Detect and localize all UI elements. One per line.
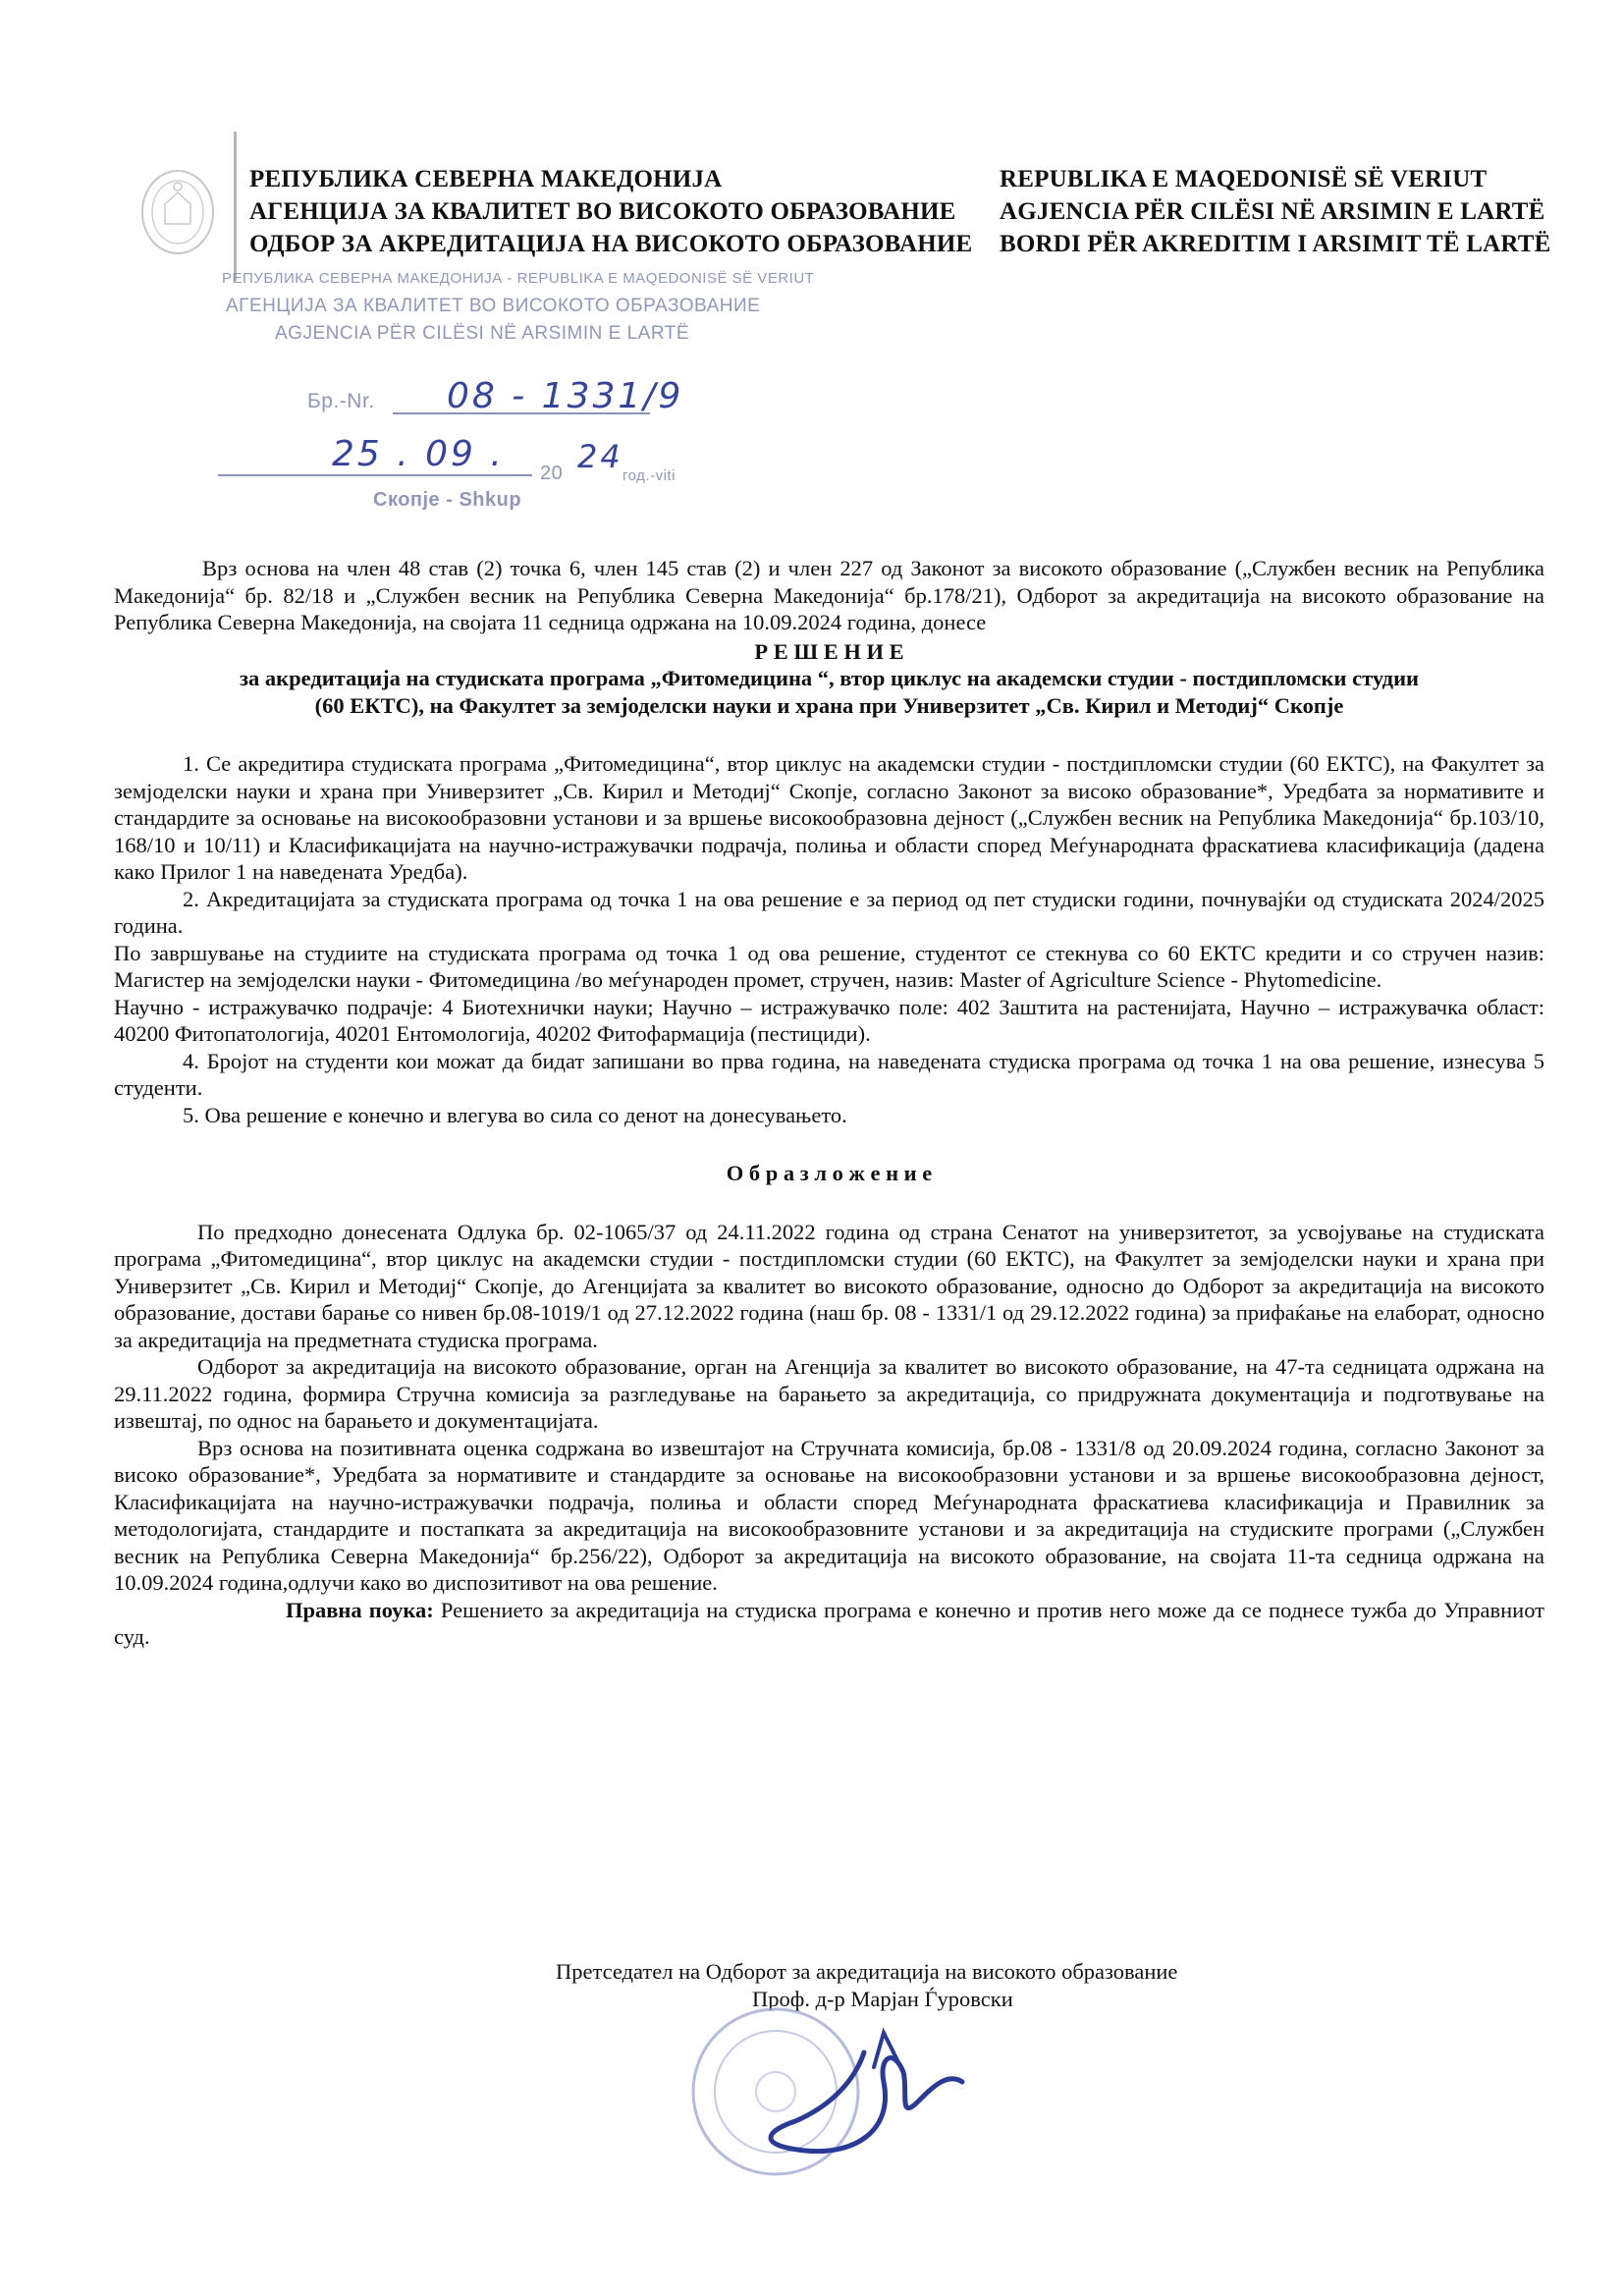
registry-stamp (222, 265, 815, 348)
decision-title: Р Е Ш Е Н И Е (754, 638, 904, 664)
stamp-year-suffix: год.-viti (623, 467, 676, 484)
stamp-date-underline (218, 474, 532, 476)
signature-name: Проф. д-р Марјан Ѓуровски (752, 1987, 1013, 2011)
header-al (1000, 163, 1608, 260)
decision-subtitle-1: за акредитација на студиската програма „Фитомедицина “, втор циклус на академски студии - постдипломски студии (240, 666, 1419, 690)
reasoning-paragraph-3: Врз основа на позитивната оценка содржана во извештајот на Стручната комисија, бр.08 - 1331/8 од 20.09.2024 година, согласно Законот за високо образование*, Уредбата за нормативите и стандардите за основање на високообразовни установи и за вршење високообразовна дејност, Класификацијата на научно-истражувачки подрачја, полиња и области според Меѓународната фраскатиева класификација и Правилник за методологијата, стандардите и постапката за акредитација на високообразовните установи и за акредитација на студиските програми („Службен весник на Република Северна Македонија“ бр.256/22), Одборот за акредитација на високото образование, на својата 11-та седница одржана на 10.09.2024 година,одлучи како во диспозитивот на ова решение. (114, 1435, 1544, 1595)
reasoning-paragraph-1: По предходно донесената Одлука бр. 02-1065/37 од 24.11.2022 година од страна Сенатот на универзитетот, за усвојување на студиската програма „Фитомедицина“, втор циклус на академски студии - постдипломски студии (60 ЕКТС), на Факултет за земјоделски науки и храна при Универзитет „Св. Кирил и Методиј“ Скопје, до Агенцијата за квалитет во високото образование, односно до Одборот за акредитација на високото образование, достави барање со нивен бр.08-1019/1 од 27.12.2022 година (наш бр. 08 - 1331/1 од 29.12.2022 година) за прифаќање на елаборат, односно за акредитација на предметната студиска програма. (114, 1219, 1544, 1352)
header-mk-line-2: АГЕНЦИЈА ЗА КВАЛИТЕТ ВО ВИСОКОТО ОБРАЗОВАНИЕ (249, 198, 956, 225)
item-1: 1. Се акредитира студиската програма „Фитомедицина“, втор циклус на академски студии - постдипломски студии (60 ЕКТС), на Факултет за земјоделски науки и храна при Универзитет „Св. Кирил и Методиј“ Скопје, согласно Законот за високо образование*, Уредбата за нормативите и стандардите за основање на високообразовни установи и за вршење високообразовна дејност („Службен весник на Република Македонија“ бр.103/10, 168/10 и 10/11) и Класификацијата на научно-истражувачки подрачја, полиња и области според Меѓународната фраскатиева класификација (дадена како Прилог 1 на наведената Уредба). (114, 751, 1544, 884)
legal-remedy-label: Правна поука: (286, 1597, 434, 1622)
header-al-line-1: REPUBLIKA E MAQEDONISË SË VERIUT (1000, 166, 1488, 192)
reasoning-title: О б р а з л о ж е н и е (726, 1161, 933, 1185)
item-4: 4. Бројот на студенти кои можат да бидат запишани во прва година, на наведената студиска програма од точка 1 на ова решение, изнесува 5 студенти. (114, 1048, 1544, 1100)
header-al-line-2: AGJENCIA PËR CILËSI NË ARSIMIN E LARTË (1000, 198, 1545, 225)
stamp-number-handwritten: 08 - 1331/9 (447, 376, 684, 416)
item-3-field: Научно - истражувачко подрачје: 4 Биотехнички науки; Научно – истражувачко поле: 402 Заштита на растенијата, Научно – истражувачка област: 40200 Фитопатологија, 40201 Ентомологија, 40202 Фитофармација (пестициди). (114, 994, 1544, 1046)
header-mk-line-1: РЕПУБЛИКА СЕВЕРНА МАКЕДОНИЈА (249, 166, 723, 192)
legal-remedy-text: Решението за акредитација на студиска програма е конечно и против него може да се поднесе тужба до Управниот суд. (114, 1597, 1544, 1649)
signature-title: Претседател на Одборот за акредитација на високото образование (556, 1959, 1178, 1984)
stamp-date-handwritten: 25 . 09 . (332, 434, 505, 474)
stamp-line-1: РЕПУБЛИКА СЕВЕРНА МАКЕДОНИЈА - REPUBLIKA E MAQEDONISË SË VERIUT (222, 270, 815, 287)
document-body (114, 555, 1544, 1651)
header-mk-line-3: ОДБОР ЗА АКРЕДИТАЦИЈА НА ВИСОКОТО ОБРАЗОВАНИЕ (249, 231, 973, 257)
stamp-line-3: AGJENCIA PËR CILËSI NË ARSIMIN E LARTË (275, 323, 689, 344)
header-mk (249, 163, 996, 260)
stamp-year-handwritten: 24 (577, 438, 623, 475)
header-divider (234, 132, 237, 281)
coat-of-arms-emblem (135, 165, 220, 259)
header-al-line-3: BORDI PËR AKREDITIM I ARSIMIT TË LARTË (1000, 231, 1551, 257)
item-3-title: По завршување на студиите на студиската програма од точка 1 од ова решение, студентот се стекнува со 60 ЕКТС кредити и со стручен назив: Магистер на земјоделски науки - Фитомедицина /во меѓународен промет, стручен, назив: Master of Agriculture Science - Phytomedicine. (114, 940, 1544, 992)
item-2: 2. Акредитацијата за студиската програма од точка 1 на ова решение е за период од пет студиски години, почнувајќи од студиската 2024/2025 година. (114, 886, 1544, 938)
decision-subtitle-2: (60 ЕКТС), на Факултет за земјоделски науки и храна при Универзитет „Св. Кирил и Методиј“ Скопје (314, 692, 1344, 718)
stamp-year-prefix: 20 (540, 463, 564, 484)
intro-paragraph: Врз основа на член 48 став (2) точка 6, член 145 став (2) и член 227 од Законот за високото образование („Службен весник на Република Македонија“ бр. 82/18 и „Службен весник на Република Северна Македонија“ бр.178/21), Одборот за акредитација на високото образование на Република Северна Македонија, на својата 11 седница одржана на 10.09.2024 година, донесе (114, 556, 1544, 634)
item-5: 5. Ова решение е конечно и влегува во сила со денот на донесувањето. (183, 1102, 847, 1127)
stamp-line-2: АГЕНЦИЈА ЗА КВАЛИТЕТ ВО ВИСОКОТО ОБРАЗОВАНИЕ (226, 296, 761, 316)
stamp-city: Скопје - Shkup (373, 489, 522, 511)
legal-remedy (114, 1597, 1544, 1651)
reasoning-paragraph-2: Одборот за акредитација на високото образование, орган на Агенција за квалитет во високото образование, на 47-та седницата одржана на 29.11.2022 година, формира Стручна комисија за разгледување на барањето за акредитација, со придружната документација и подготвување на извештај, по однос на барањето и документацијата. (114, 1354, 1544, 1433)
handwritten-signature (736, 2013, 1031, 2160)
stamp-number-label: Бр.-Nr. (307, 390, 375, 412)
